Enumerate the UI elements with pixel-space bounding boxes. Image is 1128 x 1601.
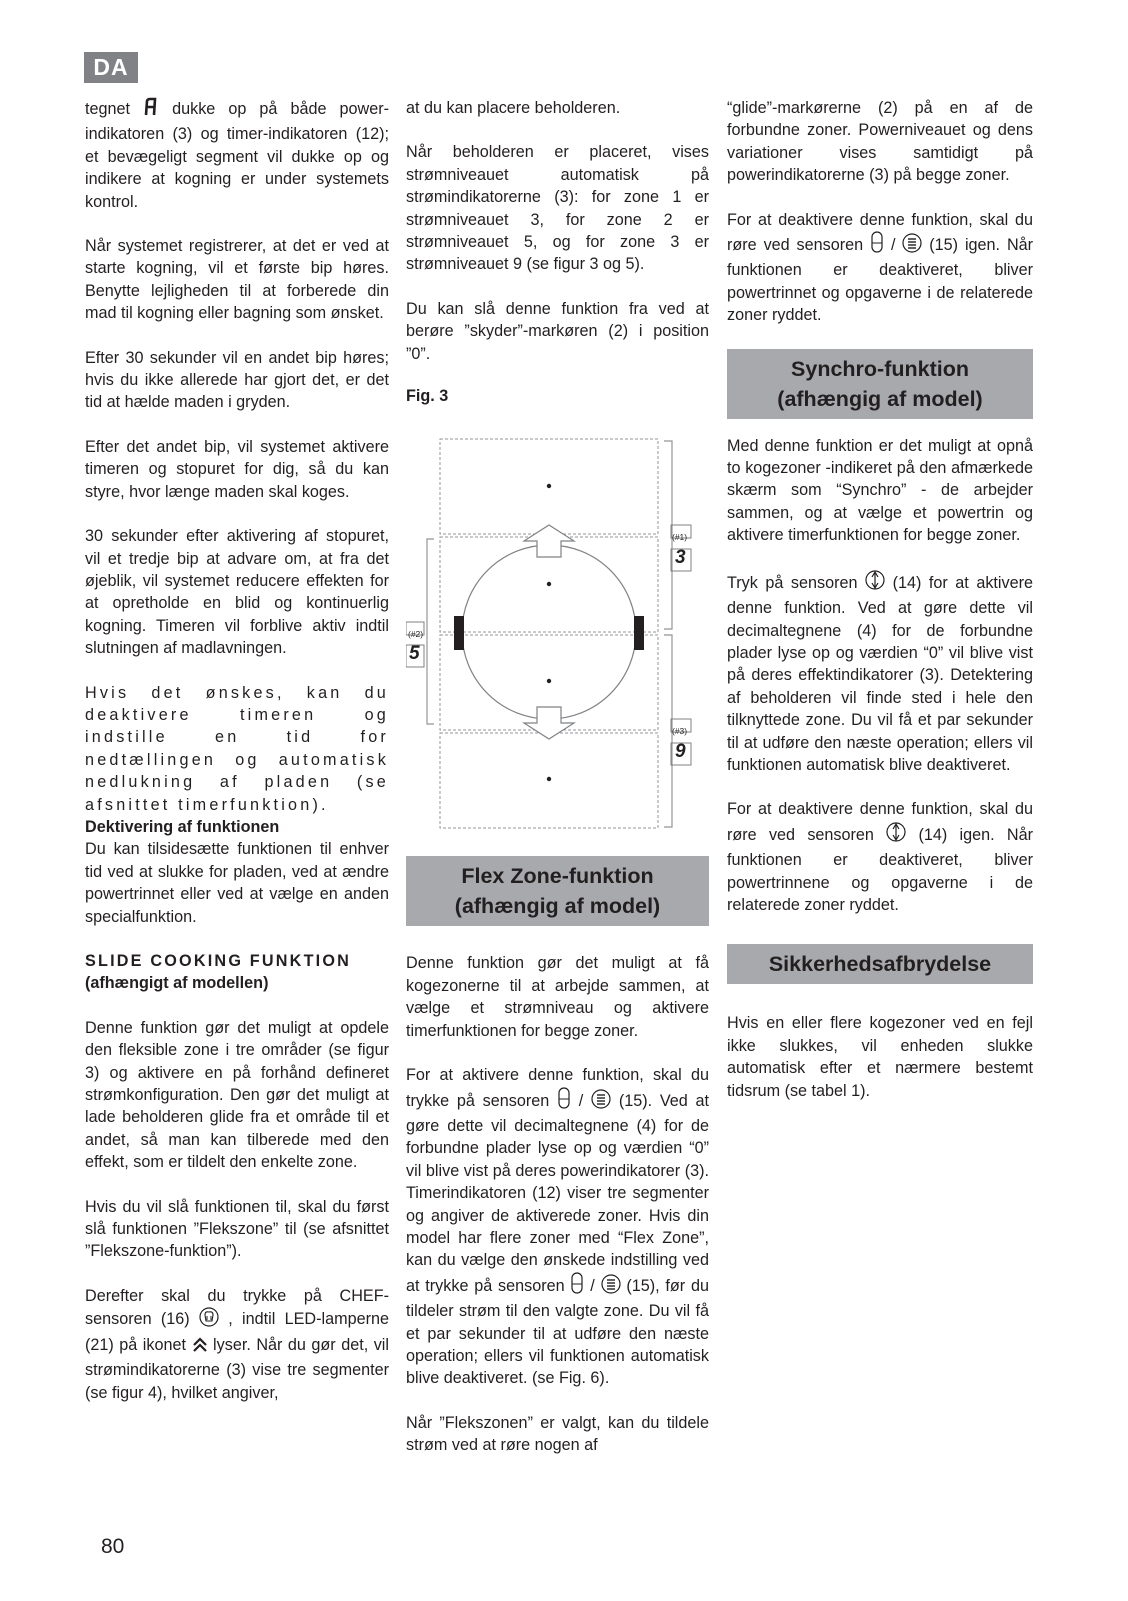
paragraph: For at aktivere denne funktion, skal du trykke på sensoren / (15). Ved at gøre dette vil decimaltegnene (4) for de forbundne plader lyse op og værdien “0” vil blive vist på deres powerindikatorer (3). Timerindikatoren (12) viser tre segmenter og angiver de aktiverede zoner. Hvis din model har flere zoner med “Flex Zone”, kan du vælge den ønskede indstilling ved at trykke på sensoren / (15), før du tildeler strøm til den valgte zone. Du vil få et par sekunder til at udføre den næste operation; ellers vil funktionen automatisk blive deaktiveret. (se Fig. 6). xyxy=(406,1066,710,1388)
text: Derefter skal du trykke på CHEF-sensoren (16) xyxy=(85,1286,389,1329)
power-digit-zone-3: 9 xyxy=(675,741,686,763)
column-1 xyxy=(85,97,389,1426)
flex-zone-list-icon xyxy=(591,1089,611,1115)
flex-zone-sensor-icon xyxy=(570,1272,584,1300)
flex-zone-sensor-icon xyxy=(557,1087,571,1115)
text: For at deaktivere denne funktion, skal du røre ved sensoren xyxy=(727,210,1033,255)
zone-tag-1: (#1) xyxy=(672,532,688,543)
text: For at aktivere denne funktion, skal du trykke på sensoren xyxy=(406,1066,709,1110)
paragraph: Hvis du vil slå funktionen til, skal du først slå funktionen ”Flekszone” til (se afsnittet ”Flekszone-funktion”). xyxy=(85,1197,389,1261)
power-digit-zone-2: 5 xyxy=(409,643,420,665)
flex-zone-list-icon xyxy=(601,1274,621,1300)
text: dukke op på både power-indikatoren (3) og timer-indikatoren (12); et bevægeligt segment vil dukke op og indikere at kogning er under systemets kontrol. xyxy=(85,100,389,211)
paragraph: For at deaktivere denne funktion, skal du røre ved sensoren / (15) igen. Når funktionen er deaktiveret, bliver powertrinnet og opgaverne i de relaterede zoner ryddet. xyxy=(727,210,1034,325)
text: (14) for at aktivere denne funktion. Ved at gøre dette vil decimaltegnene (4) for de forbundne plader lyse op og værdien “0” vil blive vist på deres effektindikatorer (3). Detektering af beholderen vil finde sted i hele den tilknyttede zone. Du vil få et par sekunder til at udføre den næste operation; ellers vil funktionen automatisk blive deaktiveret. xyxy=(727,573,1034,774)
heading-line: (afhængig af model) xyxy=(777,386,983,411)
synchro-heading xyxy=(727,349,1033,419)
paragraph: Efter 30 sekunder vil en andet bip høres; hvis du ikke allerede har gjort det, er det tid at hælde maden i gryden. xyxy=(85,348,389,412)
synchro-sensor-icon xyxy=(865,569,885,597)
zone-tag-3: (#3) xyxy=(672,726,688,737)
text: (15). Ved at gøre dette vil decimaltegnene (4) for de forbundne plader lyse op og værdien “0” vil blive vist på deres powerindikatorer (3). Timerindikatoren (12) viser tre segmenter og angiver de aktiverede zoner. Hvis din model har flere zoner med “Flex Zone”, kan du vælge den ønskede indstilling ved at trykke på sensoren xyxy=(406,1091,710,1295)
paragraph: Med denne funktion er det muligt at opnå to kogezoner -indikeret på den afmærkede skærm som “Synchro” - de arbejder sammen, og at vælge et powertrin og aktivere timerfunktionen for begge zoner. xyxy=(727,436,1033,545)
text: lyser. Når du gør det, vil strømindikatorerne (3) vise tre segmenter (se figur 4), hvilket angiver, xyxy=(85,1335,389,1402)
safety-heading: Sikkerhedsafbrydelse xyxy=(727,944,1033,984)
paragraph: Når ”Flekszonen” er valgt, kan du tildele strøm ved at røre nogen af xyxy=(406,1413,709,1455)
paragraph: Du kan slå denne funktion fra ved at berøre ”skyder”-markøren (2) i position ”0”. xyxy=(406,299,709,363)
text: (15), før du tildeler strøm til den valgte zone. Du vil få et par sekunder til at udføre den næste operation; ellers vil funktionen automatisk blive deaktiveret. (se Fig. 6). xyxy=(406,1276,709,1388)
figure-label: Fig. 3 xyxy=(406,387,449,406)
paragraph xyxy=(85,1285,389,1404)
seven-segment-a-icon xyxy=(143,97,159,123)
text: tegnet xyxy=(85,100,131,118)
paragraph: Når systemet registrerer, at det er ved at starte kogning, vil et første bip høres. Benytte lejligheden til at forberede din mad til kogning eller bagning som ønsket. xyxy=(85,237,389,323)
synchro-sensor-icon xyxy=(886,821,906,849)
text: For at deaktivere denne funktion, skal du røre ved sensoren xyxy=(727,800,1033,844)
heading-line: Synchro-funktion xyxy=(791,356,969,381)
paragraph xyxy=(727,798,1033,916)
section-heading: SLIDE COOKING FUNKTION xyxy=(85,952,352,970)
paragraph xyxy=(727,569,1033,777)
page-number: 80 xyxy=(101,1535,125,1558)
paragraph: Når beholderen er placeret, vises strømniveauet automatisk på strømindikatorerne (3): for zone 1 er strømniveauet 3, for zone 2 er strømniveauet 5, og for zone 3 er strømniveauet 9 (se figur 3 og 5). xyxy=(406,143,709,274)
power-digit-zone-1: 3 xyxy=(675,547,686,569)
figure-3-flex-zone-diagram xyxy=(406,429,709,844)
flex-zone-heading xyxy=(406,856,709,926)
paragraph: at du kan placere beholderen. xyxy=(406,99,621,117)
flex-zone-sensor-icon xyxy=(870,231,884,259)
heading-line: (afhængig af model) xyxy=(454,894,661,919)
text: (14) igen. Når funktionen er deaktiveret, bliver powertrinnene og opgaverne i de relaterede zoner ryddet. xyxy=(727,825,1034,914)
section-subheading: (afhængigt af modellen) xyxy=(85,974,269,993)
double-chevron-up-icon xyxy=(192,1335,208,1359)
paragraph: Du kan tilsidesætte funktionen til enhver tid ved at slukke for pladen, ved at ændre powertrinnet eller ved at vælge en anden specialfunktion. xyxy=(85,840,389,926)
zone-tag-2: (#2) xyxy=(408,629,424,640)
paragraph xyxy=(85,97,389,213)
paragraph: “glide”-markørerne (2) på en af de forbundne zoner. Powerniveauet og dens variationer vises samtidigt på powerindikatorerne (3) på begge zoner. xyxy=(727,99,1033,185)
text: , indtil LED-lamperne (21) på ikonet xyxy=(85,1310,389,1354)
paragraph: 30 sekunder efter aktivering af stopuret, vil et tredje bip at advare om, at fra det øjeblik, vil systemet reducere effekten for at opretholde en blid og kontinuerlig kogning. Timeren vil forblive aktiv indtil slutningen af madlavningen. xyxy=(85,527,389,658)
column-3 xyxy=(727,97,1033,1124)
paragraph: Hvis en eller flere kogezoner ved en fejl ikke slukkes, vil enheden slukke automatisk efter et nærmere bestemt tidsrum (se tabel 1). xyxy=(727,1014,1033,1100)
text: Tryk på sensoren xyxy=(727,573,858,592)
subheading: Dektivering af funktionen xyxy=(85,817,280,836)
paragraph: Hvis det ønskes, kan du deaktivere timeren og indstille en tid for nedtællingen og automatisk nedlukning af pladen (se afsnittet timerfunktion). xyxy=(85,683,389,814)
language-badge: DA xyxy=(84,52,138,83)
chef-sensor-icon xyxy=(199,1307,219,1333)
flex-zone-list-icon xyxy=(902,233,922,259)
text: (15) igen. Når funktionen er deaktiveret, bliver powertrinnet og opgaverne i de relaterede zoner ryddet. xyxy=(727,236,1034,325)
paragraph: Efter det andet bip, vil systemet aktivere timeren og stopuret for dig, så du kan styre, hvor længe maden skal koges. xyxy=(85,437,389,501)
column-2 xyxy=(406,97,709,1479)
paragraph: Denne funktion gør det muligt at få kogezonerne til at arbejde sammen, at vælge et strømniveau og aktivere timerfunktionen for begge zoner. xyxy=(406,954,709,1040)
heading-line: Flex Zone-funktion xyxy=(461,864,654,889)
paragraph: Denne funktion gør det muligt at opdele den fleksible zone i tre områder (se figur 3) og aktivere en på forhånd defineret strømkonfiguration. Den gør det muligt at lade beholderen glide fra et område til et andet, så man kan tilberede med den effekt, som er tildelt den enkelte zone. xyxy=(85,1018,389,1172)
